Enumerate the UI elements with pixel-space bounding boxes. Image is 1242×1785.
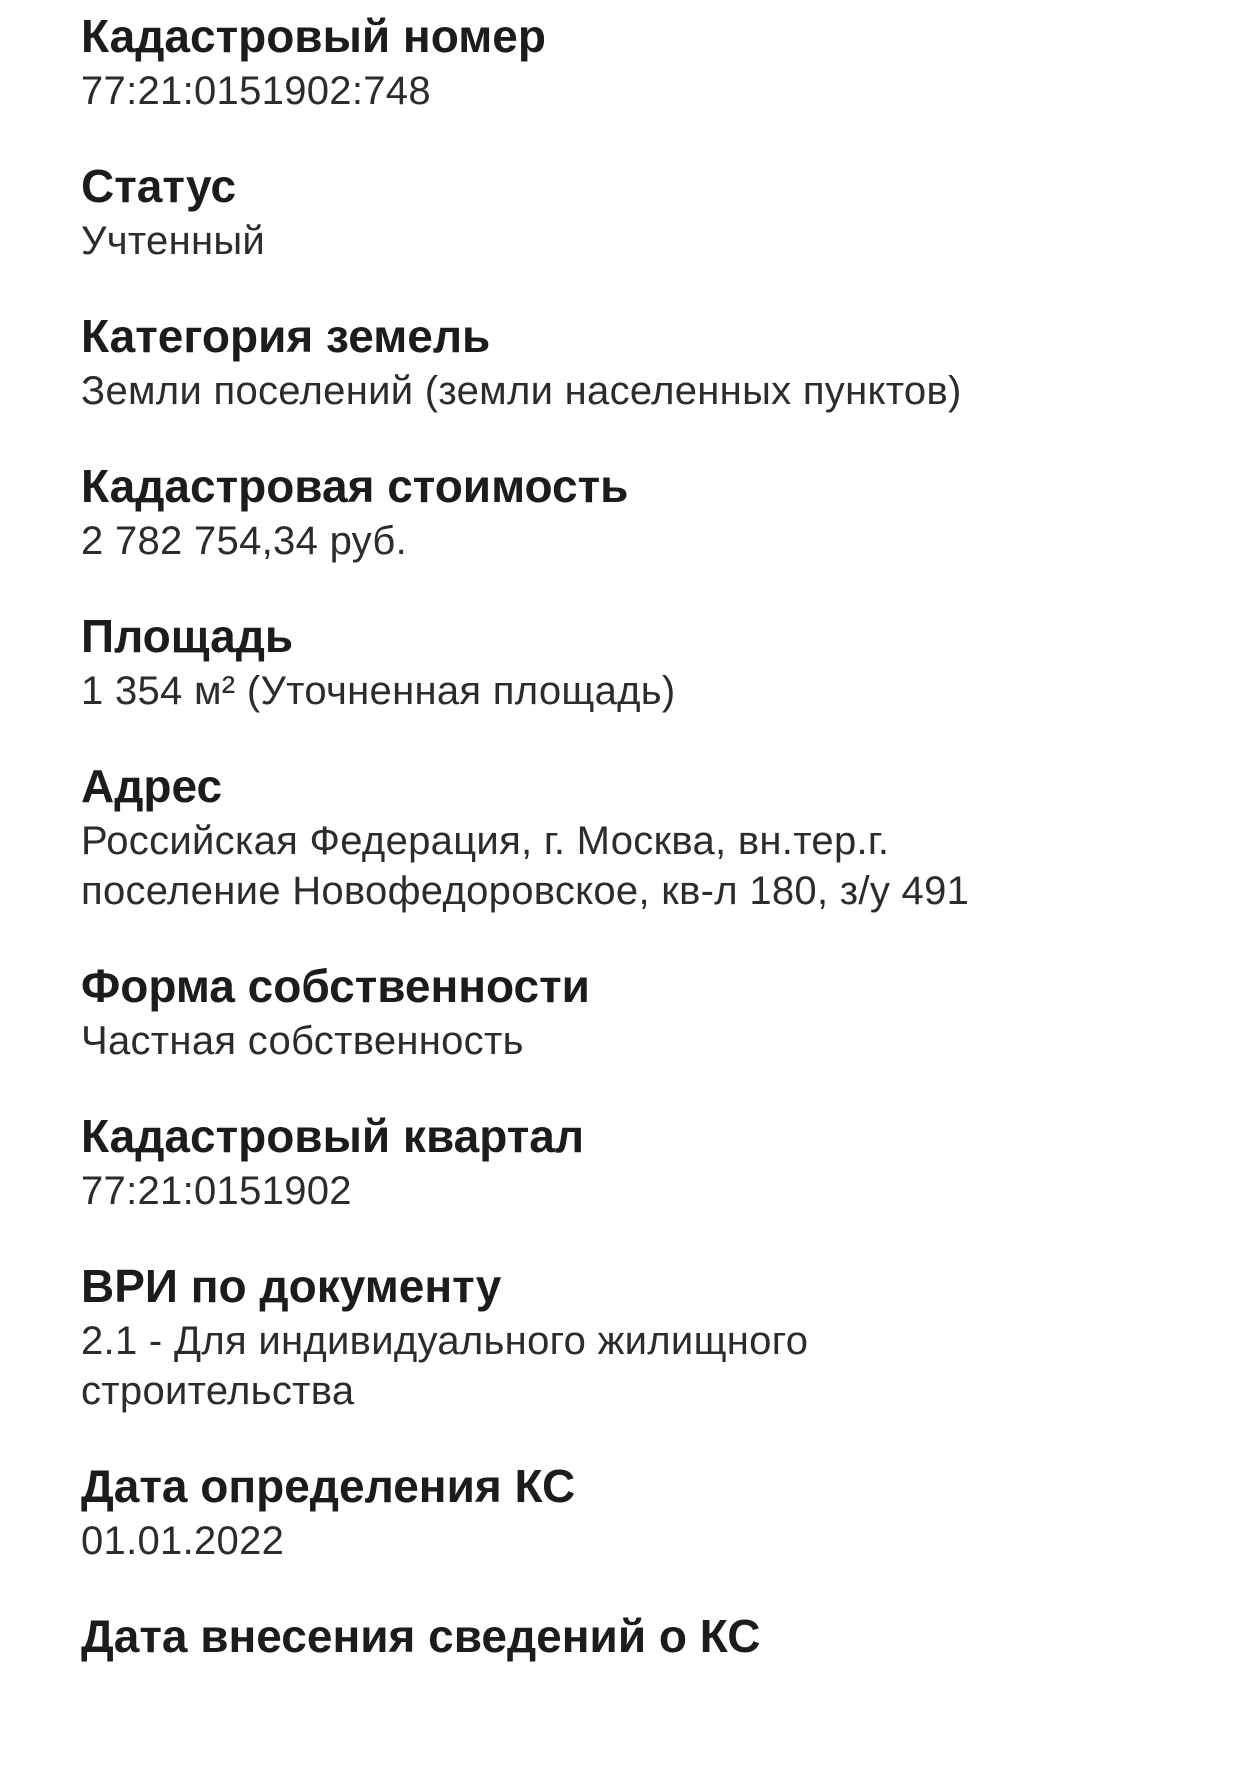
field-value: 01.01.2022 [81,1519,285,1563]
field-address [81,756,1201,916]
field-land-category [81,306,1201,416]
field-label: Адрес [81,760,223,812]
field-value-line-1: Российская Федерация, г. Москва, вн.тер.г. [81,819,890,863]
field-label: Площадь [81,610,294,662]
field-value-entry-date [81,1606,1201,1666]
field-label: Кадастровый номер [81,10,546,62]
field-label: Кадастровая стоимость [81,460,629,512]
field-label: Форма собственности [81,960,590,1012]
field-value: Земли поселений (земли населенных пунктов) [81,369,962,413]
field-area [81,606,1201,716]
field-status [81,156,1201,266]
field-value: 1 354 м² (Уточненная площадь) [81,669,676,713]
field-value-line-2: поселение Новофедоровское, кв-л 180, з/у 491 [81,869,970,913]
field-label: ВРИ по документу [81,1260,502,1312]
field-ownership-form [81,956,1201,1066]
field-permitted-use [81,1256,1201,1416]
field-label: Категория земель [81,310,491,362]
field-cadastral-number [81,6,1201,116]
field-label: Дата определения КС [81,1460,576,1512]
field-cadastral-quarter [81,1106,1201,1216]
field-value: Учтенный [81,219,266,263]
field-valuation-date [81,1456,1201,1566]
field-value-line-2: строительства [81,1369,355,1413]
property-details-list [81,6,1201,1706]
field-value: 77:21:0151902 [81,1169,352,1213]
field-cadastral-value [81,456,1201,566]
field-label: Дата внесения сведений о КС [81,1610,761,1662]
field-value-line-1: 2.1 - Для индивидуального жилищного [81,1319,809,1363]
field-label: Статус [81,160,237,212]
field-value: 77:21:0151902:748 [81,69,431,113]
field-label: Кадастровый квартал [81,1110,585,1162]
field-value: Частная собственность [81,1019,524,1063]
field-value: 2 782 754,34 руб. [81,519,408,563]
